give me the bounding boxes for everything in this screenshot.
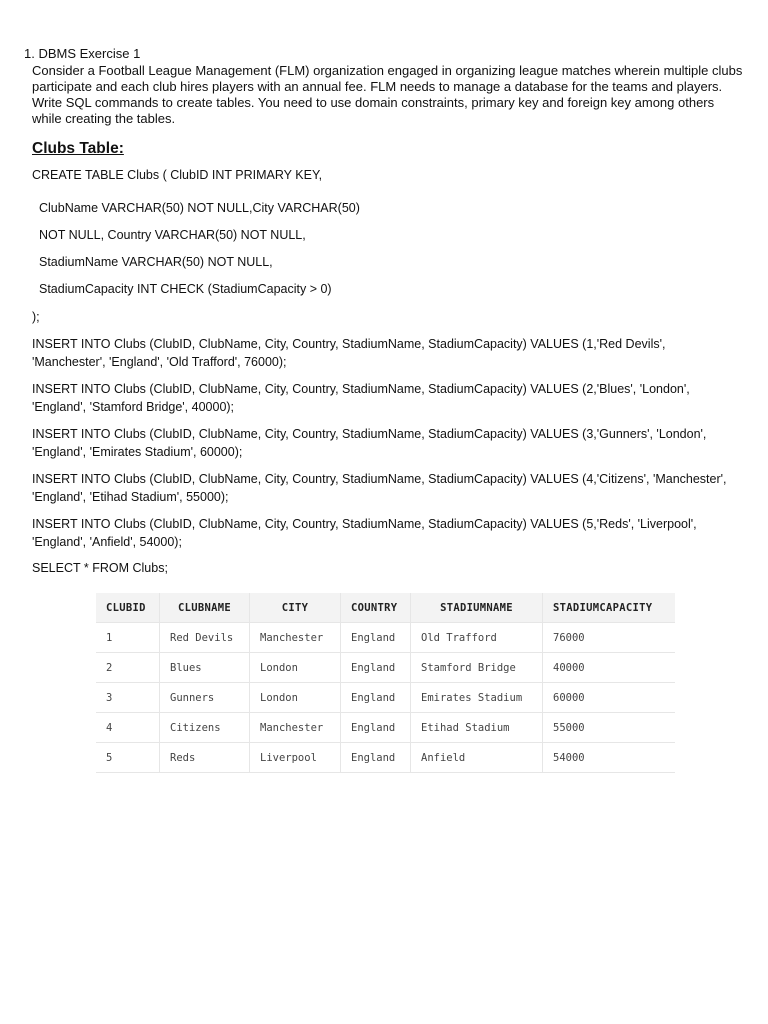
exercise-description [32,63,747,127]
table-cell: 1 [96,623,160,653]
table-cell: England [341,623,411,653]
intro-line: Write SQL commands to create tables. You need to use domain constraints, primary key and foreign key among others [32,95,715,110]
column-header-stadiumname: STADIUMNAME [411,593,543,623]
table-cell: Red Devils [160,623,250,653]
insert-line: INSERT INTO Clubs (ClubID, ClubName, City, Country, StadiumName, StadiumCapacity) VALUES (1,'Red Devils', [32,337,666,351]
table-cell: 5 [96,743,160,773]
create-table-line: StadiumName VARCHAR(50) NOT NULL, [39,255,273,269]
table-cell: 55000 [543,713,676,743]
section-title: Clubs Table: [32,140,124,157]
table-row [96,623,675,653]
table-header-row [96,593,675,623]
insert-line: 'England', 'Anfield', 54000); [32,535,182,549]
table-cell: Manchester [250,623,341,653]
table-cell: Etihad Stadium [411,713,543,743]
table-cell: Anfield [411,743,543,773]
query-result-table [96,593,675,773]
table-row [96,653,675,683]
column-header-city: CITY [250,593,341,623]
create-table-line: CREATE TABLE Clubs ( ClubID INT PRIMARY KEY, [32,168,323,182]
table-row [96,683,675,713]
table-cell: 4 [96,713,160,743]
table-cell: Emirates Stadium [411,683,543,713]
table-cell: 3 [96,683,160,713]
insert-line: INSERT INTO Clubs (ClubID, ClubName, City, Country, StadiumName, StadiumCapacity) VALUES (5,'Reds', 'Liverpool', [32,517,697,531]
intro-line: while creating the tables. [32,111,176,126]
table-cell: England [341,743,411,773]
table-cell: Liverpool [250,743,341,773]
insert-statement [32,425,742,461]
table-cell: Stamford Bridge [411,653,543,683]
table-cell: 76000 [543,623,676,653]
insert-statement [32,380,742,416]
table-cell: London [250,653,341,683]
create-table-line: ); [32,310,40,324]
select-statement: SELECT * FROM Clubs; [32,561,168,575]
create-table-line: StadiumCapacity INT CHECK (StadiumCapacity > 0) [39,282,332,296]
column-header-stadiumcapacity: STADIUMCAPACITY [543,593,676,623]
table-cell: Manchester [250,713,341,743]
insert-line: INSERT INTO Clubs (ClubID, ClubName, City, Country, StadiumName, StadiumCapacity) VALUES (4,'Citizens', 'Manchester', [32,472,727,486]
table-cell: 54000 [543,743,676,773]
table-cell: Reds [160,743,250,773]
column-header-clubid: CLUBID [96,593,160,623]
table-cell: 40000 [543,653,676,683]
column-header-country: COUNTRY [341,593,411,623]
table-cell: 2 [96,653,160,683]
insert-statement [32,515,742,551]
insert-statement [32,335,742,371]
create-table-line: NOT NULL, Country VARCHAR(50) NOT NULL, [39,228,306,242]
table-cell: Old Trafford [411,623,543,653]
insert-statement [32,470,742,506]
exercise-heading: 1. DBMS Exercise 1 [24,46,141,61]
insert-line: 'Manchester', 'England', 'Old Trafford', 76000); [32,355,287,369]
table-cell: England [341,683,411,713]
intro-line: participate and each club hires players with an annual fee. FLM needs to manage a database for the teams and players. [32,79,723,94]
column-header-clubname: CLUBNAME [160,593,250,623]
table-cell: London [250,683,341,713]
insert-line: INSERT INTO Clubs (ClubID, ClubName, City, Country, StadiumName, StadiumCapacity) VALUES (3,'Gunners', 'London', [32,427,707,441]
insert-line: 'England', 'Etihad Stadium', 55000); [32,490,229,504]
insert-line: INSERT INTO Clubs (ClubID, ClubName, City, Country, StadiumName, StadiumCapacity) VALUES (2,'Blues', 'London', [32,382,690,396]
table-cell: 60000 [543,683,676,713]
table-cell: Citizens [160,713,250,743]
table-row [96,743,675,773]
table-cell: England [341,653,411,683]
table-cell: Gunners [160,683,250,713]
table-cell: England [341,713,411,743]
insert-line: 'England', 'Stamford Bridge', 40000); [32,400,235,414]
create-table-line: ClubName VARCHAR(50) NOT NULL,City VARCHAR(50) [39,201,360,215]
intro-line: Consider a Football League Management (FLM) organization engaged in organizing league matches wherein multiple clubs [32,63,743,78]
table-row [96,713,675,743]
insert-line: 'England', 'Emirates Stadium', 60000); [32,445,243,459]
table-cell: Blues [160,653,250,683]
